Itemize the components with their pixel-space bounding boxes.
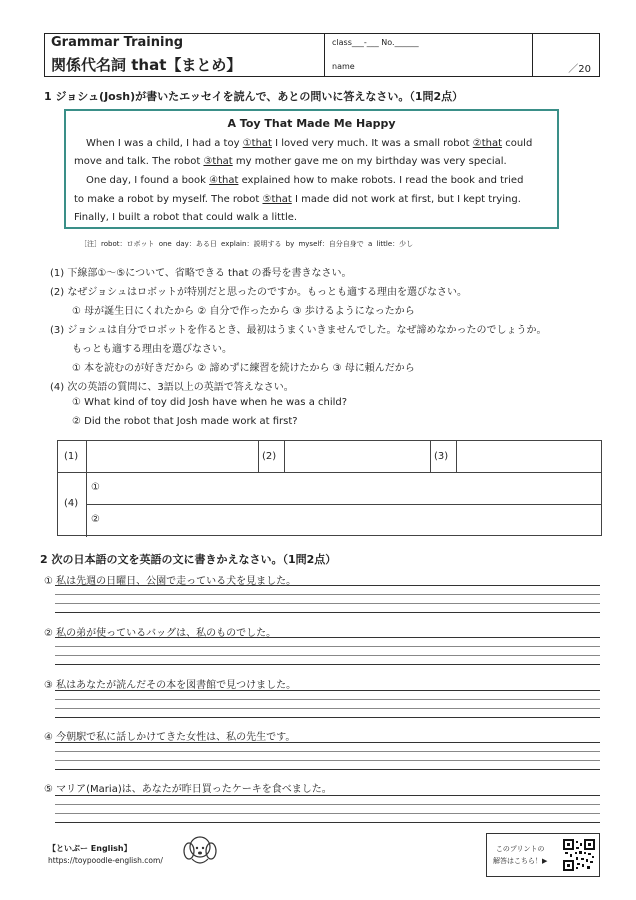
worksheet-header <box>44 33 600 77</box>
name-field[interactable]: name <box>332 62 355 71</box>
writing-lines-1[interactable] <box>55 585 600 615</box>
table-label-4-2: ② <box>91 514 100 525</box>
essay-box <box>64 109 559 229</box>
answer-input-4-1[interactable] <box>104 473 600 503</box>
question-4-1: ① What kind of toy did Josh have when he was a child? <box>72 397 348 408</box>
question-4-2: ② Did the robot that Josh made work at first? <box>72 416 298 427</box>
section1-heading: 1 ジョシュ(Josh)が書いたエッセイを読んで、あとの問いに答えなさい。（1問2点） <box>44 90 464 103</box>
underline-1: ①that <box>242 138 272 149</box>
table-label-3: (3) <box>434 451 449 462</box>
title-japanese: 関係代名詞 that【まとめ】 <box>51 56 242 74</box>
essay-line-2: move and talk. The robot ③that my mother gave me on my birthday was very special. <box>74 156 507 167</box>
translation-item-4: ④ 今朝駅で私に話しかけてきた女性は、私の先生です。 <box>44 732 296 743</box>
translation-item-1: ① 私は先週の日曜日、公園で走っている犬を見ました。 <box>44 576 297 587</box>
question-3-sub: もっとも適する理由を選びなさい。 <box>72 344 232 355</box>
writing-lines-3[interactable] <box>55 690 600 720</box>
table-label-2: (2) <box>262 451 277 462</box>
answer-key-text-2: 解答はこちら！▶ <box>493 857 548 865</box>
qr-code-icon[interactable] <box>563 839 595 871</box>
poodle-logo-icon <box>180 833 220 869</box>
translation-item-5: ⑤ マリア(Maria)は、あなたが昨日買ったケーキを食べました。 <box>44 784 332 795</box>
question-2-options: ① 母が誕生日にくれたから ② 自分で作ったから ③ 歩けるようになったから <box>72 306 415 317</box>
answer-key-text-1: このプリントの <box>495 845 545 853</box>
essay-line-3: One day, I found a book ④that explained how to make robots. I read the book and tried <box>86 175 524 186</box>
section2-heading: 2 次の日本語の文を英語の文に書きかえなさい。（1問2点） <box>40 553 337 566</box>
question-1: (1) 下線部①～⑤について、省略できる that の番号を書きなさい。 <box>50 268 352 279</box>
question-2: (2) なぜジョシュはロボットが特別だと思ったのですか。もっとも適する理由を選びなさい。 <box>50 287 467 298</box>
essay-title: A Toy That Made Me Happy <box>227 117 396 130</box>
class-number-field[interactable]: class___-___ No.______ <box>332 38 419 47</box>
translation-item-3: ③ 私はあなたが読んだその本を図書館で見つけました。 <box>44 680 297 691</box>
essay-line-4: to make a robot by myself. The robot ⑤that I made did not work at first, but I kept trying. <box>74 194 521 205</box>
essay-line-5: Finally, I built a robot that could walk a little. <box>74 212 298 223</box>
answer-input-2[interactable] <box>285 441 429 472</box>
translation-item-2: ② 私の弟が使っているバッグは、私のものでした。 <box>44 628 277 639</box>
table-label-4-1: ① <box>91 482 100 493</box>
underline-4: ④that <box>209 175 239 186</box>
answer-table <box>57 440 602 536</box>
brand-name: 【といぷー English】 <box>48 844 132 853</box>
underline-2: ②that <box>472 138 503 149</box>
underline-3: ③that <box>203 156 233 167</box>
writing-lines-5[interactable] <box>55 795 600 825</box>
underline-5: ⑤that <box>262 194 292 205</box>
vocab-note: ［注］robot：ロボット one day：ある日 explain：説明する by myself：自分自身で a little：少し <box>80 240 414 248</box>
question-3: (3) ジョシュは自分でロボットを作るとき、最初はうまくいきませんでした。なぜ諦めなかったのでしょうか。 <box>50 325 547 336</box>
table-label-1: (1) <box>64 451 79 462</box>
essay-line-1: When I was a child, I had a toy ①that I loved very much. It was a small robot ②that could <box>86 138 533 149</box>
answer-key-box[interactable] <box>486 833 600 877</box>
writing-lines-2[interactable] <box>55 637 600 667</box>
score-field: ／20 <box>568 64 591 75</box>
answer-input-3[interactable] <box>457 441 601 472</box>
question-3-options: ① 本を読むのが好きだから ② 諦めずに練習を続けたから ③ 母に頼んだから <box>72 363 415 374</box>
website-link[interactable]: https://toypoodle-english.com/ <box>48 856 163 865</box>
answer-input-1[interactable] <box>87 441 257 472</box>
question-4: (4) 次の英語の質問に、3語以上の英語で答えなさい。 <box>50 382 294 393</box>
writing-lines-4[interactable] <box>55 742 600 772</box>
table-label-4: (4) <box>64 498 79 509</box>
title-english: Grammar Training <box>51 35 184 50</box>
answer-input-4-2[interactable] <box>104 505 600 535</box>
